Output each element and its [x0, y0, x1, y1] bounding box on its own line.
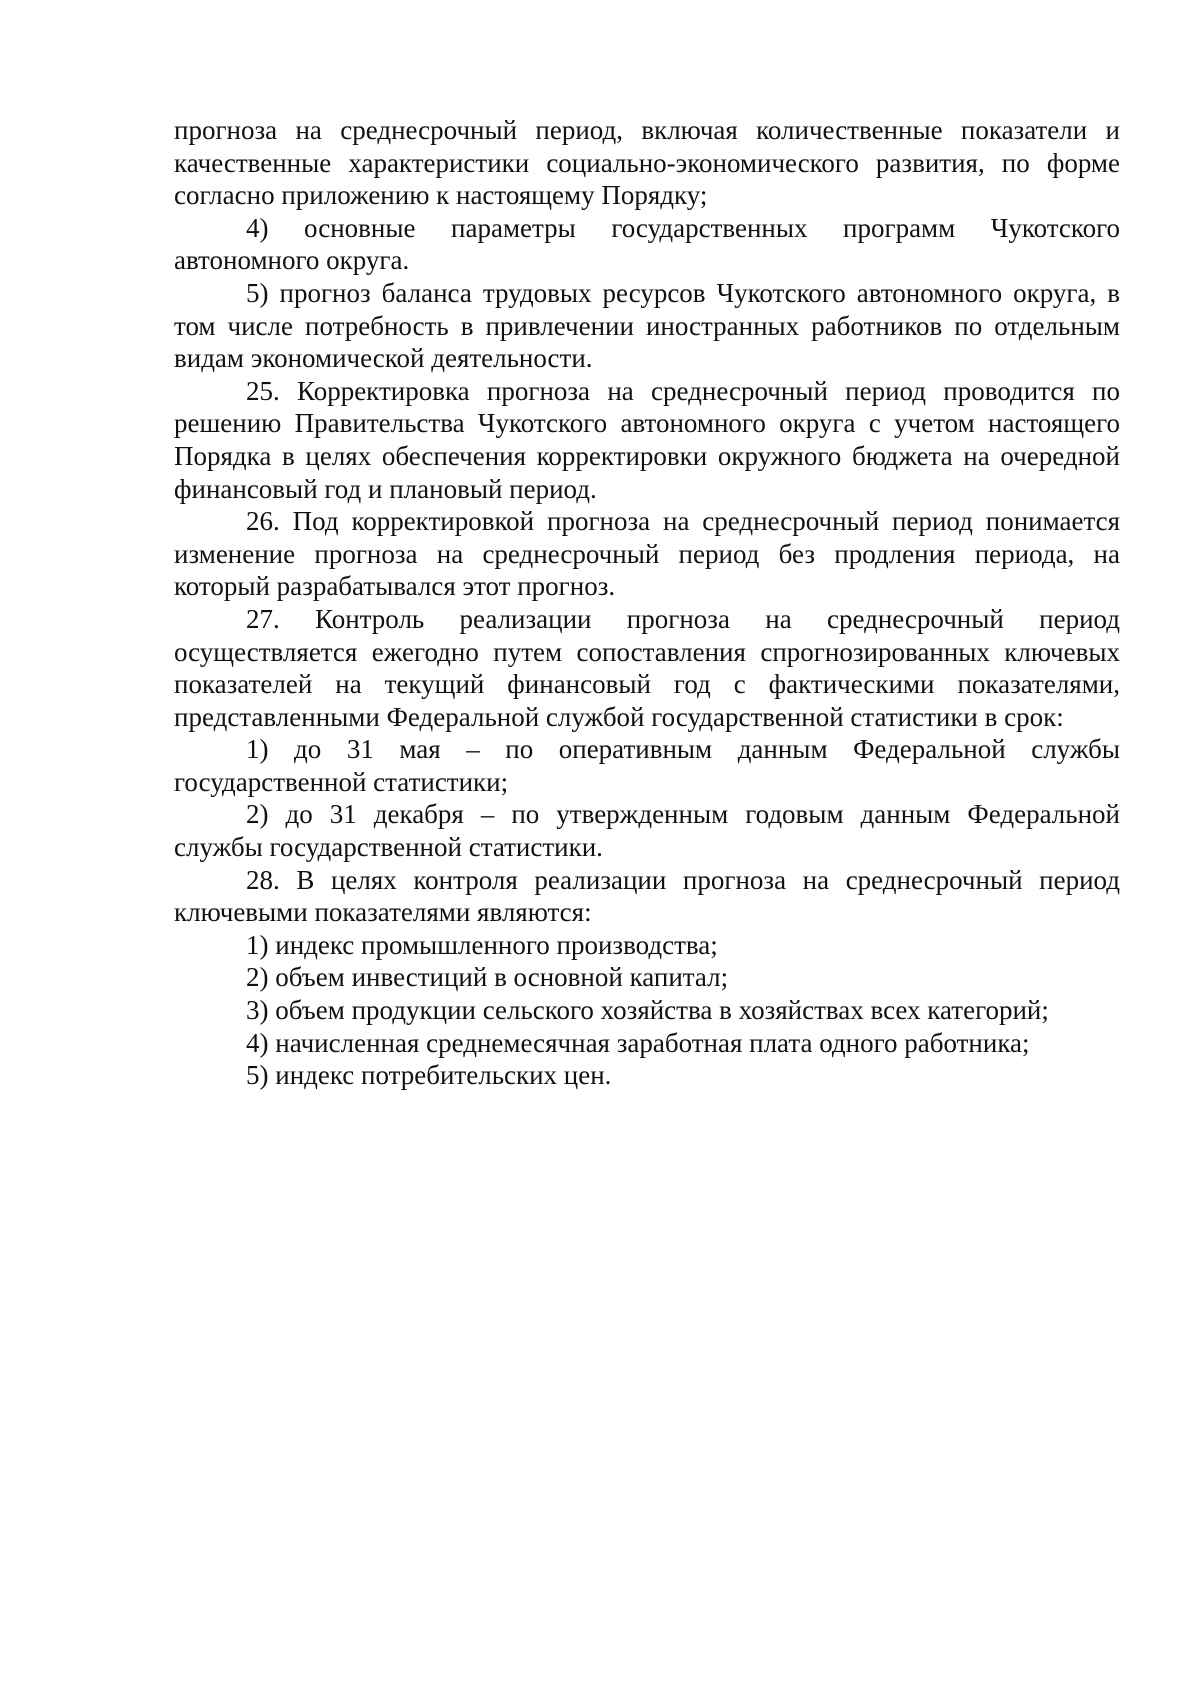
paragraph-28-item-1: 1) индекс промышленного производства;	[246, 929, 718, 960]
paragraph-26: 26. Под корректировкой прогноза на среднесрочный период понимается изменение прогноза на среднесрочный период без продления периода, на который разрабатывался этот прогноз.	[174, 506, 1120, 602]
paragraph-item-4: 4) основные параметры государственных программ Чукотского автономного округа.	[174, 212, 1120, 276]
paragraph-28-item-3: 3) объем продукции сельского хозяйства в хозяйствах всех категорий;	[246, 995, 1049, 1026]
paragraph-28: 28. В целях контроля реализации прогноза на среднесрочный период ключевыми показателями являются:	[174, 864, 1120, 928]
paragraph-item-5: 5) прогноз баланса трудовых ресурсов Чукотского автономного округа, в том числе потребность в привлечении иностранных работников по отдельным видам экономической деятельности.	[174, 277, 1120, 374]
paragraph-27: 27. Контроль реализации прогноза на среднесрочный период осуществляется ежегодно путем сопоставления спрогнозированных ключевых показателей на текущий финансовый год с фактическими показателями, представленными Федеральной службой государственной статистики в срок:	[174, 603, 1120, 732]
paragraph-28-item-2: 2) объем инвестиций в основной капитал;	[246, 962, 729, 993]
paragraph-25: 25. Корректировка прогноза на среднесрочный период проводится по решению Правительства Чукотского автономного округа с учетом настоящего Порядка в целях обеспечения корректировки окружного бюджета на очередной финансовый год и плановый период.	[174, 375, 1120, 504]
paragraph-continuation: прогноза на среднесрочный период, включая количественные показатели и качественные характеристики социально-экономического развития, по форме согласно приложению к настоящему Порядку;	[174, 115, 1120, 211]
paragraph-28-item-4: 4) начисленная среднемесячная заработная плата одного работника;	[246, 1027, 1030, 1058]
paragraph-27-item-2: 2) до 31 декабря – по утвержденным годовым данным Федеральной службы государственной статистики.	[174, 799, 1120, 863]
paragraph-28-item-5: 5) индекс потребительских цен.	[246, 1060, 612, 1091]
document-body	[174, 114, 1120, 1092]
paragraph-27-item-1: 1) до 31 мая – по оперативным данным Федеральной службы государственной статистики;	[174, 734, 1120, 797]
